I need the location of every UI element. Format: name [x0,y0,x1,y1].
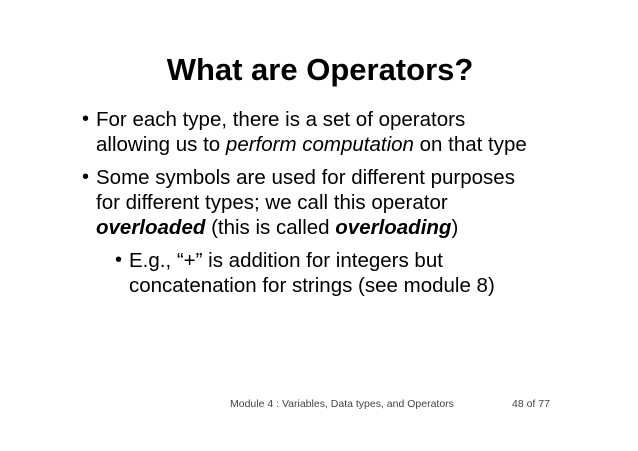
footer-module: Module 4 : Variables, Data types, and Operators [230,398,454,410]
bullet-2-text-mid: (this is called [205,216,336,239]
emphasis-overloaded: overloaded [96,216,206,239]
sub-bullet-marker: • [115,249,123,271]
bullet-1-text-end: on that type [413,133,527,156]
bullet-marker: • [82,166,90,188]
emphasis-overloading: overloading [335,216,452,239]
bullet-1-line-2 [96,132,527,157]
bullet-2 [96,165,515,240]
sub-bullet-line-1: E.g., “+” is addition for integers but [129,249,443,272]
bullet-2-line-2: for different types; we call this operator [96,191,448,214]
bullet-2-text-end: ) [451,216,459,239]
bullet-2-line-3 [96,215,515,240]
sub-bullet-line-2: concatenation for strings (see module 8) [129,274,495,297]
slide-title: What are Operators? [166,52,474,87]
bullet-1-line-1: For each type, there is a set of operators [96,108,466,131]
bullet-marker: • [82,108,90,130]
bullet-2-line-1: Some symbols are used for different purposes [96,166,515,189]
bullet-1-text: allowing us to [96,133,226,156]
bullet-1 [96,107,527,157]
emphasis-text: perform computation [225,133,414,156]
sub-bullet [129,248,495,298]
footer-page-number: 48 of 77 [512,398,550,410]
